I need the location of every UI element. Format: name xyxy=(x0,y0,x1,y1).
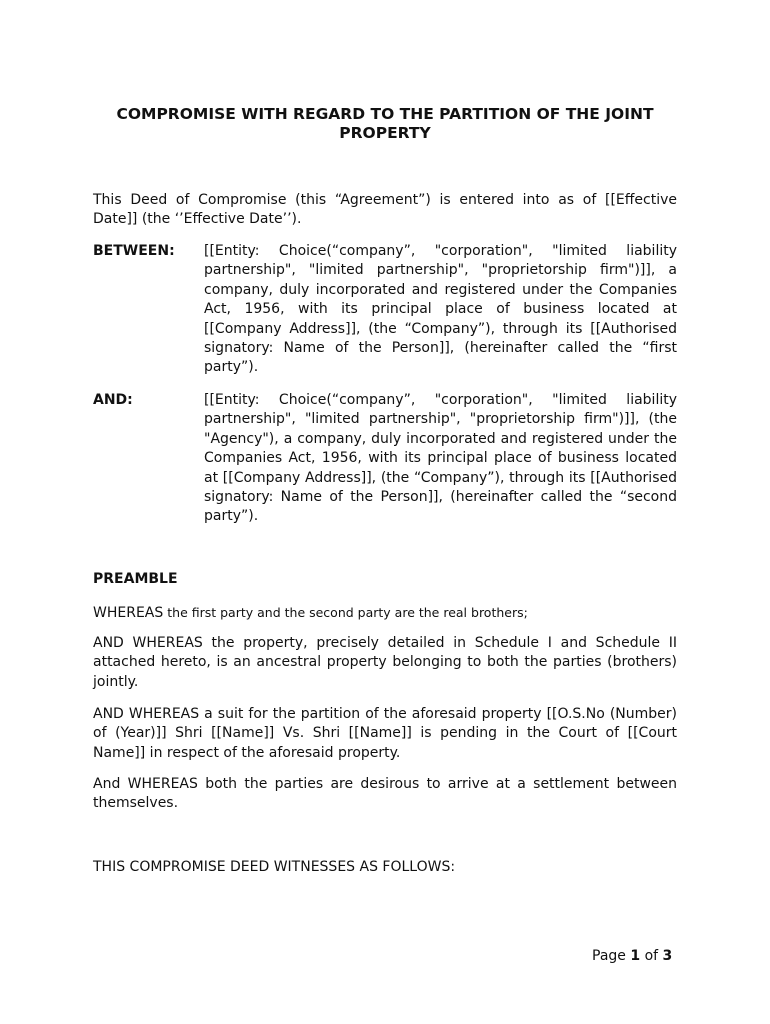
whereas-paragraph-1 xyxy=(93,603,677,623)
witnesses-heading: THIS COMPROMISE DEED WITNESSES AS FOLLOWS: xyxy=(93,859,456,875)
second-party-description: [[Entity: Choice(“company”, "corporation", "limited liability partnership", "limited partnership", "proprietorship firm")]], (the "Agency"), a company, duly incorporated and registered under the Companies Act, 1956, with its principal place of business located at [[Company Address]], (the “Company”), through its [[Authorised signatory: Name of the Person]], (hereinafter called the “second party”). xyxy=(204,392,677,525)
whereas-rest: the first party and the second party are the real brothers; xyxy=(163,605,528,620)
intro-paragraph: This Deed of Compromise (this “Agreement”) is entered into as of [[Effective Date]] (the ‘’Effective Date’’). xyxy=(93,192,677,228)
whereas-paragraph-4: And WHEREAS both the parties are desirous to arrive at a settlement between themselves. xyxy=(93,776,677,812)
of-label: of xyxy=(644,948,659,964)
whereas-lead: WHEREAS xyxy=(93,605,164,621)
document-title: COMPROMISE WITH REGARD TO THE PARTITION OF THE JOINT PROPERTY xyxy=(116,105,654,142)
and-label: AND: xyxy=(93,392,133,408)
page-label: Page xyxy=(592,948,626,964)
preamble-heading: PREAMBLE xyxy=(93,571,178,587)
between-label: BETWEEN: xyxy=(93,243,175,259)
page-number-footer xyxy=(592,948,672,964)
whereas-paragraph-3: AND WHEREAS a suit for the partition of the aforesaid property [[O.S.No (Number) of (Year)]] Shri [[Name]] Vs. Shri [[Name]] is pending in the Court of [[Court Name]] in respect of the aforesaid property. xyxy=(93,706,677,761)
current-page-number: 1 xyxy=(630,948,641,964)
total-pages-number: 3 xyxy=(662,948,673,964)
first-party-description: [[Entity: Choice(“company”, "corporation", "limited liability partnership", "limited partnership", "proprietorship firm")]], a company, duly incorporated and registered under the Companies Act, 1956, with its principal place of business located at [[Company Address]], (the “Company”), through its [[Authorised signatory: Name of the Person]], (hereinafter called the “first party”). xyxy=(204,243,677,376)
whereas-paragraph-2: AND WHEREAS the property, precisely detailed in Schedule I and Schedule II attached hereto, is an ancestral property belonging to both the parties (brothers) jointly. xyxy=(93,635,677,690)
